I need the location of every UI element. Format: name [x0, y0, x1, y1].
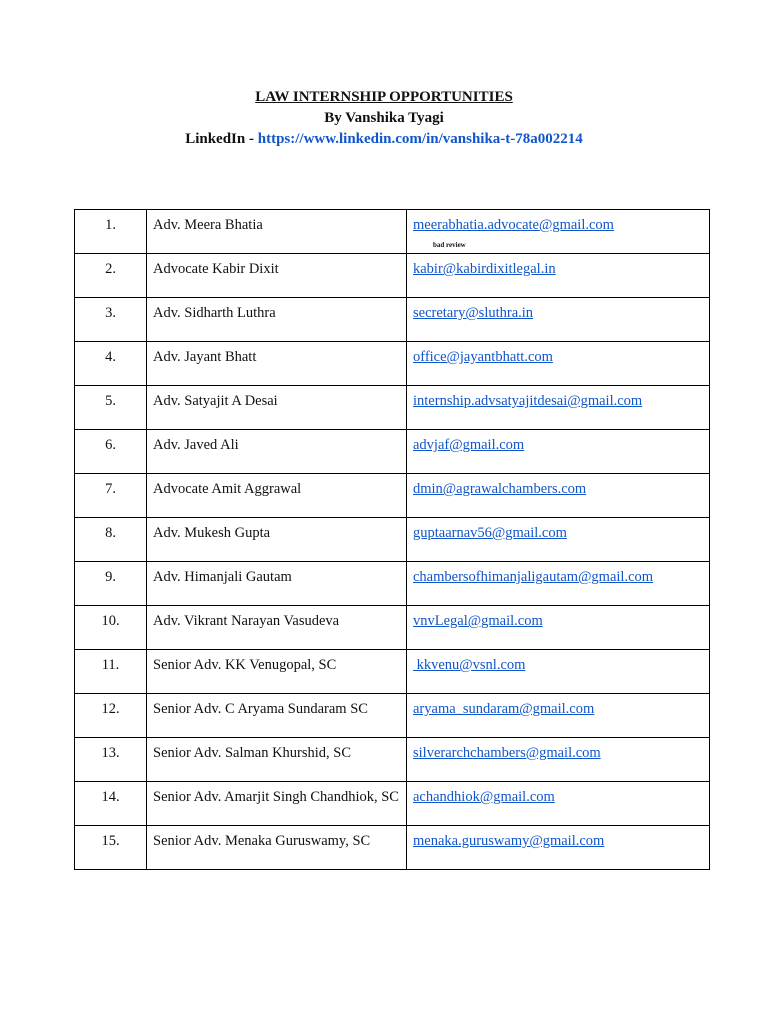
linkedin-label: LinkedIn -: [185, 131, 258, 147]
advocate-name: Adv. Jayant Bhatt: [147, 342, 407, 386]
advocate-name: Adv. Himanjali Gautam: [147, 562, 407, 606]
row-number: 11.: [75, 650, 147, 694]
row-number: 10.: [75, 606, 147, 650]
advocate-name: Adv. Vikrant Narayan Vasudeva: [147, 606, 407, 650]
advocate-name: Senior Adv. Amarjit Singh Chandhiok, SC: [147, 782, 407, 826]
email-cell: [407, 606, 710, 650]
table-row: [75, 430, 710, 474]
email-link[interactable]: office@jayantbhatt.com: [413, 349, 553, 365]
table-row: [75, 210, 710, 254]
table-row: [75, 606, 710, 650]
row-number: 6.: [75, 430, 147, 474]
advocate-name: Senior Adv. Menaka Guruswamy, SC: [147, 826, 407, 870]
email-link[interactable]: secretary@sluthra.in: [413, 305, 534, 321]
advocate-name: Senior Adv. KK Venugopal, SC: [147, 650, 407, 694]
table-row: [75, 518, 710, 562]
document-title: LAW INTERNSHIP OPPORTUNITIES: [255, 89, 513, 105]
table-row: [75, 386, 710, 430]
advocate-name: Senior Adv. Salman Khurshid, SC: [147, 738, 407, 782]
row-number: 7.: [75, 474, 147, 518]
row-number: 15.: [75, 826, 147, 870]
table-row: [75, 254, 710, 298]
table-row: [75, 738, 710, 782]
email-link[interactable]: guptaarnav56@gmail.com: [413, 525, 567, 541]
email-cell: [407, 826, 710, 870]
review-note: bad review: [433, 241, 466, 249]
linkedin-line: [0, 129, 768, 150]
document-header: [0, 87, 768, 150]
row-number: 9.: [75, 562, 147, 606]
row-number: 4.: [75, 342, 147, 386]
email-cell: [407, 298, 710, 342]
email-link[interactable]: vnvLegal@gmail.com: [413, 613, 543, 629]
linkedin-link[interactable]: https://www.linkedin.com/in/vanshika-t-78a002214: [257, 131, 583, 147]
table-row: [75, 474, 710, 518]
advocate-name: Adv. Mukesh Gupta: [147, 518, 407, 562]
advocate-name: Advocate Amit Aggrawal: [147, 474, 407, 518]
table-row: [75, 650, 710, 694]
advocate-name: Adv. Meera Bhatia: [147, 210, 407, 254]
advocate-name: Advocate Kabir Dixit: [147, 254, 407, 298]
author-line: By Vanshika Tyagi: [324, 110, 444, 126]
row-number: 13.: [75, 738, 147, 782]
table-row: [75, 782, 710, 826]
email-cell: [407, 562, 710, 606]
email-cell: [407, 782, 710, 826]
advocate-name: Adv. Javed Ali: [147, 430, 407, 474]
row-number: 8.: [75, 518, 147, 562]
email-cell: [407, 386, 710, 430]
email-cell: [407, 694, 710, 738]
table-row: [75, 298, 710, 342]
email-cell: [407, 474, 710, 518]
contacts-table: [74, 209, 710, 870]
email-cell: [407, 650, 710, 694]
email-cell: [407, 738, 710, 782]
contacts-table-body: [75, 210, 710, 870]
table-row: [75, 562, 710, 606]
row-number: 2.: [75, 254, 147, 298]
email-link[interactable]: kabir@kabirdixitlegal.in: [413, 261, 556, 277]
row-number: 1.: [75, 210, 147, 254]
email-link[interactable]: meerabhatia.advocate@gmail.com: [413, 217, 614, 233]
advocate-name: Senior Adv. C Aryama Sundaram SC: [147, 694, 407, 738]
email-link[interactable]: aryama_sundaram@gmail.com: [413, 701, 595, 717]
row-number: 3.: [75, 298, 147, 342]
row-number: 14.: [75, 782, 147, 826]
email-link[interactable]: silverarchchambers@gmail.com: [413, 745, 601, 761]
email-link[interactable]: menaka.guruswamy@gmail.com: [413, 833, 605, 849]
email-link[interactable]: internship.advsatyajitdesai@gmail.com: [413, 393, 643, 409]
table-row: [75, 826, 710, 870]
email-link[interactable]: dmin@agrawalchambers.com: [413, 481, 587, 497]
row-number: 12.: [75, 694, 147, 738]
table-row: [75, 342, 710, 386]
advocate-name: Adv. Sidharth Luthra: [147, 298, 407, 342]
email-link[interactable]: kkvenu@vsnl.com: [413, 657, 526, 673]
row-number: 5.: [75, 386, 147, 430]
advocate-name: Adv. Satyajit A Desai: [147, 386, 407, 430]
email-cell: [407, 342, 710, 386]
table-row: [75, 694, 710, 738]
email-link[interactable]: advjaf@gmail.com: [413, 437, 525, 453]
email-cell: [407, 254, 710, 298]
email-link[interactable]: achandhiok@gmail.com: [413, 789, 555, 805]
email-cell: [407, 210, 710, 254]
email-cell: [407, 518, 710, 562]
email-link[interactable]: chambersofhimanjaligautam@gmail.com: [413, 569, 654, 585]
email-cell: [407, 430, 710, 474]
